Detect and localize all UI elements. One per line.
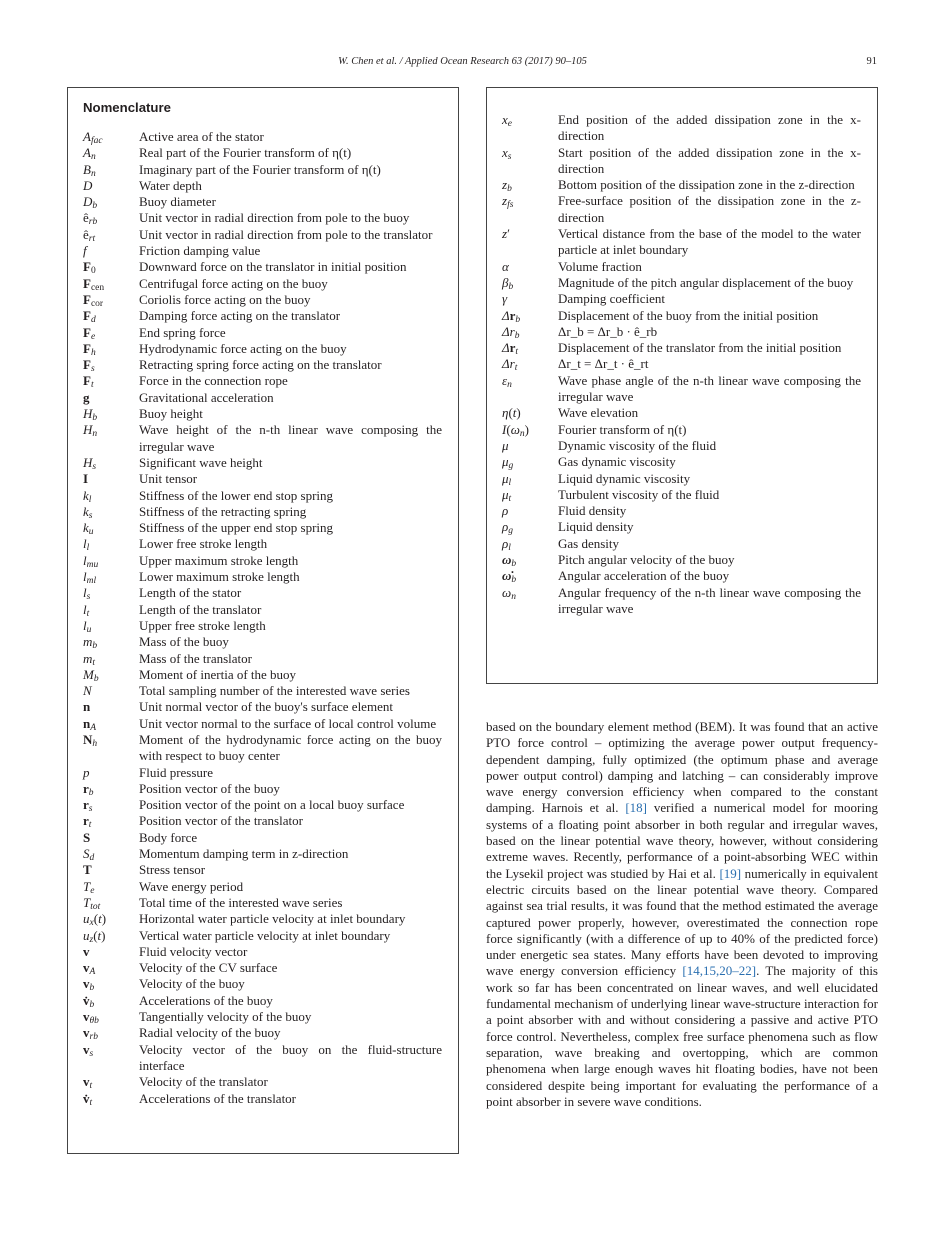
symbol: $F_{cen}$ <box>83 275 105 293</box>
definition: Wave energy period <box>139 878 244 894</box>
nomenclature-entry <box>502 568 861 584</box>
nomenclature-title: Nomenclature <box>83 100 171 115</box>
symbol: $v_t$ <box>83 1074 93 1092</box>
nomenclature-entry <box>83 667 442 683</box>
nomenclature-entry <box>83 308 442 324</box>
nomenclature-entry <box>83 1042 442 1075</box>
definition: Δr_t = Δr_t · ê_rt <box>558 356 649 372</box>
nomenclature-entry <box>83 797 442 813</box>
nomenclature-entry <box>83 651 442 667</box>
definition: Mass of the translator <box>139 650 253 666</box>
symbol: $m_t$ <box>83 650 96 668</box>
nomenclature-entry <box>83 732 442 765</box>
definition: Gas dynamic viscosity <box>558 454 676 470</box>
nomenclature-entry <box>83 862 442 878</box>
nomenclature-entry <box>502 226 861 259</box>
nomenclature-entry <box>83 928 442 944</box>
definition: Active area of the stator <box>139 129 264 144</box>
definition: Start position of the added dissipation zone in the x-direction <box>558 144 861 176</box>
body-text-part: based on the boundary element method (BEM). It was found that an active PTO force control – optimizing the average power output frequency-dependent damping, fully optimized (the optimum phase and average power output control) damping and latching – can considerably improve wave energy conversion efficiency when compared to the constant damping. Harnois et al. <box>486 719 878 816</box>
definition: Imaginary part of the Fourier transform of η(t) <box>139 161 381 177</box>
nomenclature-entry <box>83 243 442 259</box>
definition: Force in the connection rope <box>139 373 288 389</box>
symbol: $F_e$ <box>83 324 96 342</box>
nomenclature-entry <box>83 259 442 275</box>
nomenclature-box-right <box>486 87 878 684</box>
definition: Velocity of the CV surface <box>139 960 278 976</box>
nomenclature-entry <box>83 911 442 927</box>
nomenclature-entry <box>502 519 861 535</box>
symbol: p <box>83 764 90 780</box>
definition: Position vector of the point on a local buoy surface <box>139 797 405 813</box>
definition: Fluid pressure <box>139 764 214 780</box>
symbol: $v_b$ <box>83 976 95 994</box>
symbol: $ê_{rb}$ <box>83 210 98 228</box>
symbol: $F_t$ <box>83 373 94 391</box>
symbol: $F_s$ <box>83 357 95 375</box>
body-text-part: numerically in equivalent electric circuits based on the linear potential wave theory. Compared against sea trial results, it was found that the method estimated the average captured power properly, however, overestimated the connection rope force significantly (with a difference of up to 40% of the predicted force) under energetic sea states. Many efforts have been devoted to improving wave energy conversion efficiency <box>486 865 878 979</box>
definition: Moment of the hydrodynamic force acting on the buoy with respect to buoy center <box>139 731 442 764</box>
definition: Velocity of the translator <box>139 1074 268 1090</box>
definition: Turbulent viscosity of the fluid <box>558 486 720 502</box>
definition: Velocity of the buoy <box>139 976 245 992</box>
definition: Pitch angular velocity of the buoy <box>558 552 735 568</box>
symbol: $v_{\theta b}$ <box>83 1009 99 1027</box>
symbol: v <box>83 943 90 959</box>
citation-link[interactable]: [14,15,20–22] <box>682 963 757 979</box>
nomenclature-entry <box>502 552 861 568</box>
nomenclature-entry <box>502 471 861 487</box>
nomenclature-entry <box>83 895 442 911</box>
definition: Significant wave height <box>139 454 263 470</box>
definition: Centrifugal force acting on the buoy <box>139 275 328 291</box>
nomenclature-entry <box>83 276 442 292</box>
nomenclature-entry <box>502 422 861 438</box>
nomenclature-entry <box>83 830 442 846</box>
definition: Angular acceleration of the buoy <box>558 568 730 584</box>
definition: Δr_b = Δr_b · ê_rb <box>558 323 658 339</box>
definition: Unit tensor <box>139 471 198 487</box>
body-text-part: . The majority of this work so far has been concentrated on linear waves, and well elucidated fundamental mechanism of underlying linear wave-structure interaction for a point absorber with and without considering a passive and active PTO force control. Nevertheless, complex free surface phenomena such as flow separation, wave breaking and overtopping, which are common phenomena when large enough waves hit floating bodies, have not been considered despite being important for evaluating the performance of a point absorber in severe wave conditions. <box>486 963 878 1109</box>
definition: Displacement of the translator from the initial position <box>558 340 842 356</box>
nomenclature-entry <box>502 585 861 618</box>
nomenclature-entry <box>502 454 861 470</box>
symbol: $\Delta r_b$ <box>502 323 520 341</box>
nomenclature-entry <box>502 193 861 226</box>
definition: Stiffness of the lower end stop spring <box>139 487 334 503</box>
nomenclature-entry <box>83 194 442 210</box>
symbol: T <box>83 862 92 878</box>
nomenclature-entry <box>83 178 442 194</box>
nomenclature-entry <box>83 471 442 487</box>
definition: Unit vector in radial direction from pole to the buoy <box>139 210 410 226</box>
nomenclature-entry <box>83 536 442 552</box>
nomenclature-entry <box>83 716 442 732</box>
symbol: γ <box>502 291 508 307</box>
definition: Wave elevation <box>558 405 639 421</box>
symbol: $\Delta r_t$ <box>502 356 518 374</box>
definition: End spring force <box>139 324 226 340</box>
nomenclature-entry <box>83 683 442 699</box>
nomenclature-entry <box>502 275 861 291</box>
symbol: $m_b$ <box>83 634 98 652</box>
definition: Upper maximum stroke length <box>139 552 299 568</box>
symbol: $\beta_b$ <box>502 274 514 292</box>
nomenclature-entry <box>502 324 861 340</box>
nomenclature-entry <box>502 291 861 307</box>
definition: Magnitude of the pitch angular displacement of the buoy <box>558 274 854 290</box>
definition: Wave phase angle of the n-th linear wave composing the irregular wave <box>558 372 861 405</box>
symbol: ρ <box>502 503 509 519</box>
symbol: $M_b$ <box>83 666 99 684</box>
nomenclature-entry <box>502 373 861 406</box>
symbol: $ê_{rt}$ <box>83 226 96 244</box>
definition: Displacement of the buoy from the initial position <box>558 307 819 323</box>
symbol: $\rho_l$ <box>502 535 511 553</box>
symbol: $\mu_t$ <box>502 486 512 504</box>
definition: Unit vector normal to the surface of local control volume <box>139 715 437 731</box>
body-text-part: verified a numerical model for mooring systems of a floating point absorber in both regular and irregular waves, based on the linear potential wave theory, however, without considering extreme waves. Recently, performance of a point-absorbing WEC within the Lysekil project was studied by Hai et al. <box>486 800 878 881</box>
symbol: $T_e$ <box>83 878 95 896</box>
definition: Liquid dynamic viscosity <box>558 470 691 486</box>
definition: Stiffness of the retracting spring <box>139 503 307 519</box>
symbol: $k_s$ <box>83 503 93 521</box>
nomenclature-entry <box>83 357 442 373</box>
symbol: $r_t$ <box>83 813 92 831</box>
symbol: $\omega_b$ <box>502 552 517 570</box>
nomenclature-entry <box>83 227 442 243</box>
nomenclature-entry <box>83 1074 442 1090</box>
definition: Fluid velocity vector <box>139 943 248 959</box>
definition: Radial velocity of the buoy <box>139 1025 281 1041</box>
definition: Accelerations of the translator <box>139 1090 297 1106</box>
nomenclature-entry <box>83 765 442 781</box>
definition: Horizontal water particle velocity at inlet boundary <box>139 911 406 927</box>
symbol: $N_h$ <box>83 731 98 749</box>
symbol: $H_b$ <box>83 406 98 424</box>
symbol: $l_{ml}$ <box>83 569 97 587</box>
symbol: α <box>502 258 509 274</box>
symbol: $x_e$ <box>502 112 512 129</box>
definition: Lower maximum stroke length <box>139 569 300 585</box>
nomenclature-entry <box>83 846 442 862</box>
page-number: 91 <box>866 56 877 67</box>
nomenclature-entry <box>83 944 442 960</box>
nomenclature-entry <box>502 503 861 519</box>
symbol: S <box>83 829 91 845</box>
nomenclature-entry <box>83 162 442 178</box>
nomenclature-entry <box>83 341 442 357</box>
definition: Fluid density <box>558 503 627 519</box>
definition: Liquid density <box>558 519 634 535</box>
symbol: $S_d$ <box>83 846 95 864</box>
nomenclature-entry <box>502 308 861 324</box>
nomenclature-entry <box>502 536 861 552</box>
definition: Position vector of the translator <box>139 813 303 829</box>
definition: Free-surface position of the dissipation zone in the z-direction <box>558 193 861 225</box>
nomenclature-entry <box>83 585 442 601</box>
definition: Wave height of the n-th linear wave composing the irregular wave <box>139 422 442 454</box>
definition: Upper free stroke length <box>139 617 266 633</box>
definition: Gas density <box>558 535 620 551</box>
symbol: $\rho_g$ <box>502 519 513 537</box>
symbol: $v_A$ <box>83 960 96 978</box>
nomenclature-entry <box>83 210 442 226</box>
symbol: $l_l$ <box>83 536 90 554</box>
definition: Length of the stator <box>139 585 242 601</box>
nomenclature-entry <box>502 259 861 275</box>
symbol: g <box>83 389 90 405</box>
nomenclature-entry <box>83 325 442 341</box>
nomenclature-entry <box>83 879 442 895</box>
symbol: N <box>83 683 92 699</box>
nomenclature-box-left <box>67 87 459 1154</box>
nomenclature-entry <box>83 1025 442 1041</box>
definition: Bottom position of the dissipation zone in the z-direction <box>558 177 855 193</box>
symbol: $v̇_b$ <box>83 992 95 1010</box>
nomenclature-entry <box>83 618 442 634</box>
nomenclature-entry <box>502 340 861 356</box>
symbol: I <box>83 471 89 487</box>
symbol: $u_z(t)$ <box>83 927 106 945</box>
definition: End position of the added dissipation zone in the x-direction <box>558 112 861 144</box>
nomenclature-entry <box>83 993 442 1009</box>
nomenclature-entry <box>83 373 442 389</box>
symbol: $H_s$ <box>83 454 97 472</box>
nomenclature-entry <box>83 569 442 585</box>
symbol: $r_s$ <box>83 797 93 815</box>
definition: Mass of the buoy <box>139 634 229 650</box>
symbol: D <box>83 177 93 193</box>
nomenclature-entry <box>83 976 442 992</box>
symbol: $n_A$ <box>83 715 97 733</box>
symbol: $x_s$ <box>502 144 512 162</box>
citation-link[interactable]: [19] <box>719 865 742 881</box>
symbol: $A_{fac}$ <box>83 129 103 146</box>
nomenclature-entry <box>502 405 861 421</box>
symbol: $T_{tot}$ <box>83 894 101 912</box>
symbol: $u_x(t)$ <box>83 911 107 929</box>
nomenclature-entry <box>502 145 861 178</box>
definition: Total sampling number of the interested wave series <box>139 683 410 699</box>
definition: Stiffness of the upper end stop spring <box>139 520 334 536</box>
nomenclature-entry <box>83 422 442 455</box>
definition: Gravitational acceleration <box>139 389 274 405</box>
symbol: z′ <box>502 226 510 242</box>
definition: Vertical water particle velocity at inlet boundary <box>139 927 391 943</box>
definition: Accelerations of the buoy <box>139 992 273 1008</box>
symbol: $l_t$ <box>83 601 90 619</box>
running-title: W. Chen et al. / Applied Ocean Research 63 (2017) 90–105 <box>338 56 587 67</box>
definition: Position vector of the buoy <box>139 780 280 796</box>
nomenclature-entry <box>83 145 442 161</box>
definition: Downward force on the translator in initial position <box>139 259 407 275</box>
definition: Tangentially velocity of the buoy <box>139 1009 312 1025</box>
definition: Buoy height <box>139 406 203 422</box>
nomenclature-entry <box>502 356 861 372</box>
body-paragraph <box>486 719 878 1110</box>
definition: Angular frequency of the n-th linear wave composing the irregular wave <box>558 584 861 616</box>
symbol: $\mu_l$ <box>502 470 512 488</box>
symbol: $v_{rb}$ <box>83 1025 98 1043</box>
definition: Fourier transform of η(t) <box>558 421 687 437</box>
definition: Water depth <box>139 177 202 193</box>
nomenclature-entry <box>83 1009 442 1025</box>
nomenclature-entry <box>83 455 442 471</box>
nomenclature-entry <box>83 960 442 976</box>
nomenclature-entry <box>502 487 861 503</box>
symbol: $\Delta r_b$ <box>502 307 521 325</box>
symbol: $\varepsilon_n$ <box>502 372 512 390</box>
symbol: η(t) <box>502 405 521 421</box>
nomenclature-entry <box>83 1091 442 1107</box>
symbol: $H_n$ <box>83 422 98 440</box>
definition: Hydrodynamic force acting on the buoy <box>139 340 347 356</box>
symbol: $r_b$ <box>83 780 94 798</box>
definition: Real part of the Fourier transform of η(t) <box>139 145 352 161</box>
symbol: f <box>83 243 87 259</box>
symbol: $F_h$ <box>83 340 96 358</box>
symbol: $z_b$ <box>502 177 512 195</box>
symbol: $k_u$ <box>83 520 94 538</box>
symbol: n <box>83 699 91 715</box>
symbol: $I(\omega_n)$ <box>502 421 529 439</box>
definition: Friction damping value <box>139 243 261 259</box>
definition: Retracting spring force acting on the translator <box>139 357 382 373</box>
symbol: $z_{fs}$ <box>502 193 514 211</box>
symbol: $l_s$ <box>83 585 91 603</box>
symbol: $D_b$ <box>83 194 98 212</box>
nomenclature-entry <box>502 112 861 145</box>
symbol: $F_0$ <box>83 259 96 277</box>
definition: Body force <box>139 829 198 845</box>
definition: Damping force acting on the translator <box>139 308 341 324</box>
symbol: $l_u$ <box>83 617 92 635</box>
symbol: $F_{cor}$ <box>83 291 104 309</box>
definition: Dynamic viscosity of the fluid <box>558 437 717 453</box>
symbol: $F_d$ <box>83 308 96 326</box>
nomenclature-entry <box>83 520 442 536</box>
symbol: $l_{mu}$ <box>83 552 99 570</box>
nomenclature-entry <box>83 390 442 406</box>
nomenclature-entry <box>502 177 861 193</box>
running-header <box>0 56 925 70</box>
definition: Velocity vector of the buoy on the fluid-structure interface <box>139 1041 442 1073</box>
citation-link[interactable]: [18] <box>625 800 647 816</box>
definition: Damping coefficient <box>558 291 665 307</box>
symbol: μ <box>502 437 509 453</box>
symbol: $A_n$ <box>83 145 96 163</box>
nomenclature-entry <box>83 129 442 145</box>
definition: Vertical distance from the base of the model to the water particle at inlet boundary <box>558 226 861 258</box>
symbol: $k_l$ <box>83 487 92 505</box>
nomenclature-entry <box>83 781 442 797</box>
nomenclature-entry <box>502 438 861 454</box>
symbol: $B_n$ <box>83 161 96 179</box>
nomenclature-entry <box>83 406 442 422</box>
definition: Unit vector in radial direction from pole to the translator <box>139 226 433 242</box>
nomenclature-entry <box>83 602 442 618</box>
definition: Moment of inertia of the buoy <box>139 666 297 682</box>
definition: Stress tensor <box>139 862 206 878</box>
nomenclature-entry <box>83 504 442 520</box>
symbol: $v_s$ <box>83 1041 94 1059</box>
symbol: $\omega_n$ <box>502 584 516 602</box>
definition: Buoy diameter <box>139 194 216 210</box>
definition: Volume fraction <box>558 258 642 274</box>
symbol: $\Delta r_t$ <box>502 340 519 358</box>
definition: Coriolis force acting on the buoy <box>139 291 311 307</box>
symbol: $v̇_t$ <box>83 1090 93 1108</box>
nomenclature-list-right <box>502 112 861 617</box>
definition: Total time of the interested wave series <box>139 894 343 910</box>
nomenclature-entry <box>83 553 442 569</box>
nomenclature-entry <box>83 699 442 715</box>
nomenclature-list-left <box>83 129 442 1107</box>
definition: Length of the translator <box>139 601 262 617</box>
definition: Momentum damping term in z-direction <box>139 846 349 862</box>
nomenclature-entry <box>83 813 442 829</box>
nomenclature-entry <box>83 488 442 504</box>
definition: Lower free stroke length <box>139 536 268 552</box>
symbol: $\mu_g$ <box>502 454 514 472</box>
symbol: $\omegȧ_b$ <box>502 568 517 586</box>
nomenclature-entry <box>83 292 442 308</box>
definition: Unit normal vector of the buoy's surface element <box>139 699 393 715</box>
nomenclature-entry <box>83 634 442 650</box>
